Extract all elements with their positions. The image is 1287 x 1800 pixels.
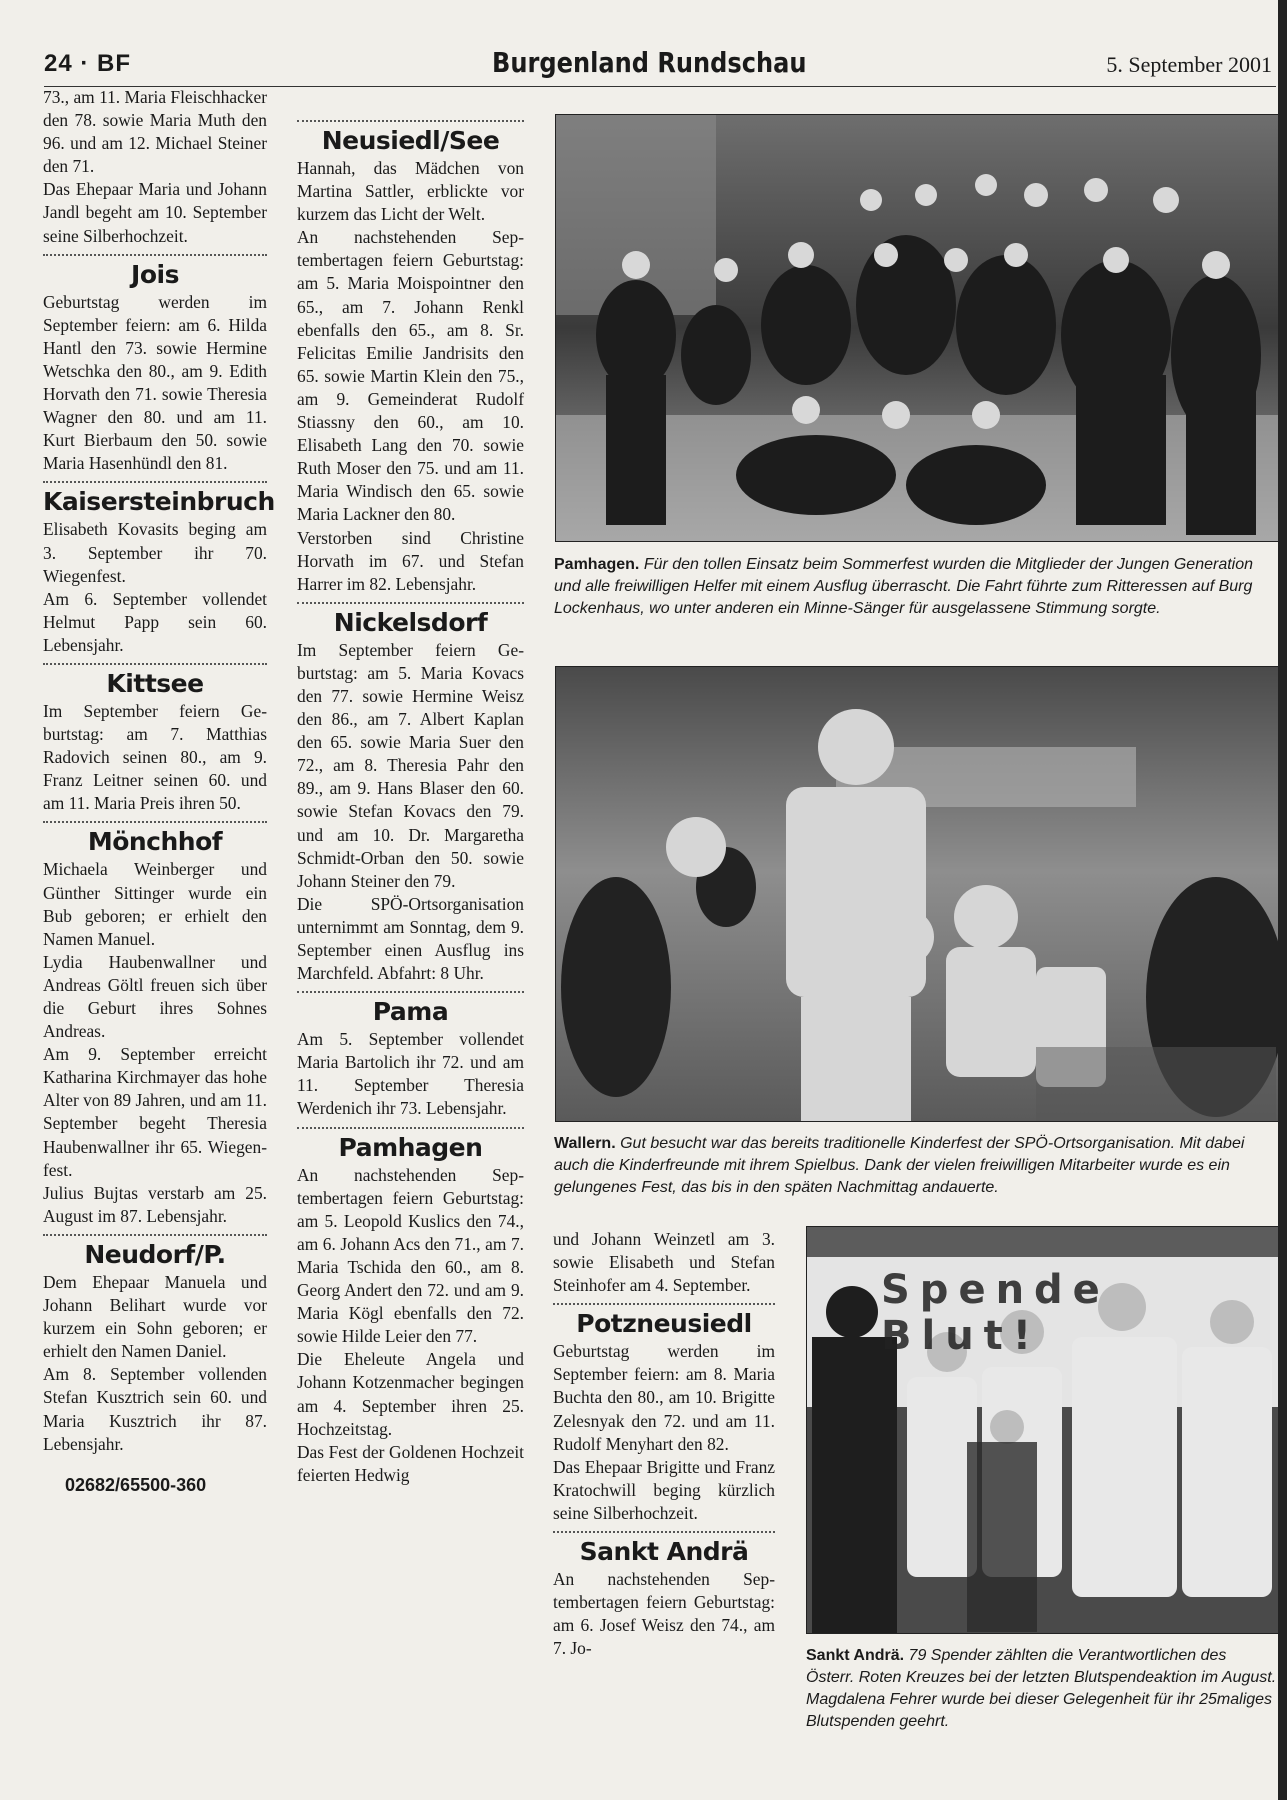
page-gutter-shadow: [1278, 0, 1287, 1800]
column-3: [553, 1228, 775, 1660]
caption-wallern: [554, 1133, 1278, 1199]
article-text: Elisabeth Kovasits beging am 3. September ihr 70. Wiegenfest.: [43, 519, 267, 586]
article-text: Das Ehepaar Brigitte und Franz Kratochwill beging kürzlich seine Silberhochzeit.: [553, 1456, 775, 1523]
photo-pamhagen-group: [555, 114, 1279, 542]
section-heading-jois: Jois: [131, 259, 179, 289]
article-text: Lydia Haubenwallner und Andreas Göltl freuen sich über die Geburt ihres Sohnes Andreas.: [43, 951, 267, 1042]
dotted-separator: [43, 254, 267, 256]
article-text: Am 5. September vollendet Maria Bartolich ihr 72. und am 11. September Theresia Werdenich ihr 73. Lebensjahr.: [297, 1029, 524, 1119]
dotted-separator: [297, 1127, 524, 1129]
article-text: Dem Ehepaar Manuela und Johann Belihart wurde vor kurzem ein Sohn geboren; er erhielt den Namen Daniel.: [43, 1271, 267, 1362]
article-text: Die Eheleute Angela und Johann Kotzenmacher begingen am 4. September ihren 25. Hochzeitstag.: [297, 1349, 524, 1439]
dotted-separator: [297, 120, 524, 122]
dotted-separator: [43, 663, 267, 665]
section-heading-neudorf: Neudorf/P.: [84, 1239, 226, 1269]
section-heading-neusiedl: Neusiedl/See: [321, 126, 500, 155]
dotted-separator: [297, 602, 524, 604]
article-text: Michaela Weinberger und Günther Sittinger wurde ein Bub geboren; er erhielt den Namen Manuel.: [43, 859, 267, 949]
caption-place: Sankt Andrä.: [806, 1647, 905, 1664]
section-heading-kittsee: Kittsee: [106, 668, 204, 698]
article-text: An nachstehenden Septembertagen feiern Geburtstag: am 5. Maria Moispointner den 65., am 7. Johann Renkl ebenfalls den 65., am 8. Sr. Felicitas Emilie Jandrisits den 65. sowie Martin Klein den 75., am 9. Gemeinderat Rudolf Stiassny den 60., am 10. Elisabeth Lang den 70. sowie Ruth Moser den 75. und am 11. Maria Windisch den 65. sowie Maria Lackner den 80.: [297, 227, 524, 525]
photo-sankt-andrae-blutspende: [806, 1226, 1279, 1634]
article-text: Am 6. September vollendet Helmut Papp sein 60. Lebensjahr.: [43, 588, 267, 655]
section-heading-moenchhof: Mönchhof: [87, 827, 223, 857]
column-2: [297, 86, 524, 1487]
dotted-separator: [297, 991, 524, 993]
dotted-separator: [43, 821, 267, 823]
article-text: Geburtstag werden im September feiern: am 8. Maria Buchta den 80., am 10. Brigitte Zelesnyak den 72. und am 11. Rudolf Menyhart den 82.: [553, 1341, 775, 1454]
article-text: Hannah, das Mädchen von Martina Sattler, erblickte vor kurzem das Licht der Welt.: [297, 158, 524, 225]
section-heading-sankt-andrae: Sankt Andrä: [579, 1537, 749, 1567]
article-text: Das Ehepaar Maria und Johann Jandl begeht am 10. September seine Silberhochzeit.: [43, 179, 267, 246]
article-text: Im September feiern Geburtstag: am 5. Maria Kovacs den 77. sowie Hermine Weisz den 86., am 7. Albert Kaplan den 65. sowie Maria Suer den 72., am 8. Theresia Pahr den 89., am 9. Hans Blaser den 60. sowie Stefan Kovacs den 79. und am 10. Dr. Margaretha Schmidt-Orban den 50. sowie Johann Steiner den 79.: [297, 639, 524, 891]
article-text: Julius Bujtas verstarb am 25. August im 87. Lebensjahr.: [43, 1182, 267, 1226]
column-1: [43, 86, 275, 1497]
dotted-separator: [43, 481, 267, 483]
caption-text: Für den tollen Einsatz beim Sommerfest wurden die Mitglieder der Jungen Generation und alle freiwilligen Helfer mit einem Ausflug überrascht. Die Fahrt führte zum Ritteressen auf Burg Lockenhaus, wo unter anderen ein Minne-Sänger für ausgelassene Stimmung sorgte.: [554, 556, 1254, 617]
caption-place: Wallern.: [554, 1135, 616, 1152]
banner-text: Spende Blut!: [881, 1267, 1110, 1359]
article-text: 73., am 11. Maria Fleischhacker den 78. sowie Maria Muth den 96. und am 12. Michael Steiner den 71.: [43, 87, 267, 177]
issue-date: 5. September 2001: [1106, 52, 1272, 77]
article-text: Im September feiern Geburtstag: am 7. Matthias Radovich seinen 80., am 9. Franz Leitner seinen 60. und am 11. Maria Preis ihren 50.: [43, 700, 267, 814]
section-heading-pama: Pama: [372, 997, 449, 1027]
article-text: Die SPÖ-Ortsorganisation unternimmt am Sonntag, dem 9. September einen Ausflug ins Marchfeld. Abfahrt: 8 Uhr.: [297, 893, 524, 984]
caption-text: 79 Spender zählten die Verantwortlichen des Österr. Roten Kreuzes bei der letzten Blutspendeaktion im August. Magdalena Fehrer wurde bei dieser Gelegenheit für ihr 25maliges Blutspenden geehrt.: [806, 1647, 1277, 1730]
dotted-separator: [553, 1303, 775, 1305]
article-text: An nachstehenden Septembertagen feiern Geburtstag: am 6. Josef Weisz den 74., am 7. Jo-: [553, 1569, 775, 1659]
caption-pamhagen: [554, 554, 1278, 620]
newspaper-title: Burgenland Rundschau: [492, 46, 807, 79]
article-text: Geburtstag werden im September feiern: am 6. Hilda Hantl den 73. sowie Hermine Wetschka den 80., am 9. Edith Horvath den 71. sowie Theresia Wagner den 80. und am 11. Kurt Bierbaum den 50. sowie Maria Hasenhündl den 81.: [43, 291, 267, 474]
article-text: Am 8. September vollenden Stefan Kusztrich sein 60. und Maria Kusztrich ihr 87. Lebensjahr.: [43, 1364, 267, 1454]
caption-text: Gut besucht war das bereits traditionelle Kinderfest der SPÖ-Ortsorganisation. Mit dabei auch die Kinderfreunde mit ihrem Spielbus. Dank der vielen freiwilligen Mitarbeiter wurde es ein gelungenes Fest, das bis in den späten Nachmittag andauerte.: [554, 1135, 1245, 1196]
page-number: 24 · BF: [44, 50, 132, 77]
section-heading-nickelsdorf: Nickelsdorf: [333, 607, 488, 637]
article-text: und Johann Weinzetl am 3. sowie Elisabeth und Stefan Steinhofer am 4. September.: [553, 1229, 775, 1296]
section-heading-potzneusiedl: Potzneusiedl: [576, 1309, 752, 1339]
article-text: An nachstehenden Septembertagen feiern Geburtstag: am 5. Leopold Kuslics den 74., am 6. Johann Acs den 71., am 7. Maria Tschida den 60., am 8. Georg Andert den 72. und am 9. Maria Kögl ebenfalls den 72. sowie Hilde Leier den 77.: [297, 1164, 524, 1347]
article-text: Das Fest der Goldenen Hochzeit feierten Hedwig: [297, 1441, 524, 1485]
section-heading-kaisersteinbruch: Kaisersteinbruch: [43, 487, 275, 517]
photo-wallern-kinderfest: [555, 666, 1279, 1122]
page-header: [44, 46, 1276, 88]
article-text: Am 9. September erreicht Katharina Kirchmayer das hohe Alter von 89 Jahren, und am 11. September begeht Theresia Haubenwallner ihr 65. Wiegenfest.: [43, 1044, 267, 1180]
dotted-separator: [553, 1531, 775, 1533]
caption-sankt-andrae: [806, 1645, 1278, 1733]
article-text: Verstorben sind Christine Horvath im 67. und Stefan Harrer im 82. Lebensjahr.: [297, 527, 524, 594]
caption-place: Pamhagen.: [554, 556, 640, 573]
phone-number: 02682/65500-360: [65, 1474, 207, 1495]
section-heading-pamhagen: Pamhagen: [338, 1132, 483, 1162]
dotted-separator: [43, 1234, 267, 1236]
